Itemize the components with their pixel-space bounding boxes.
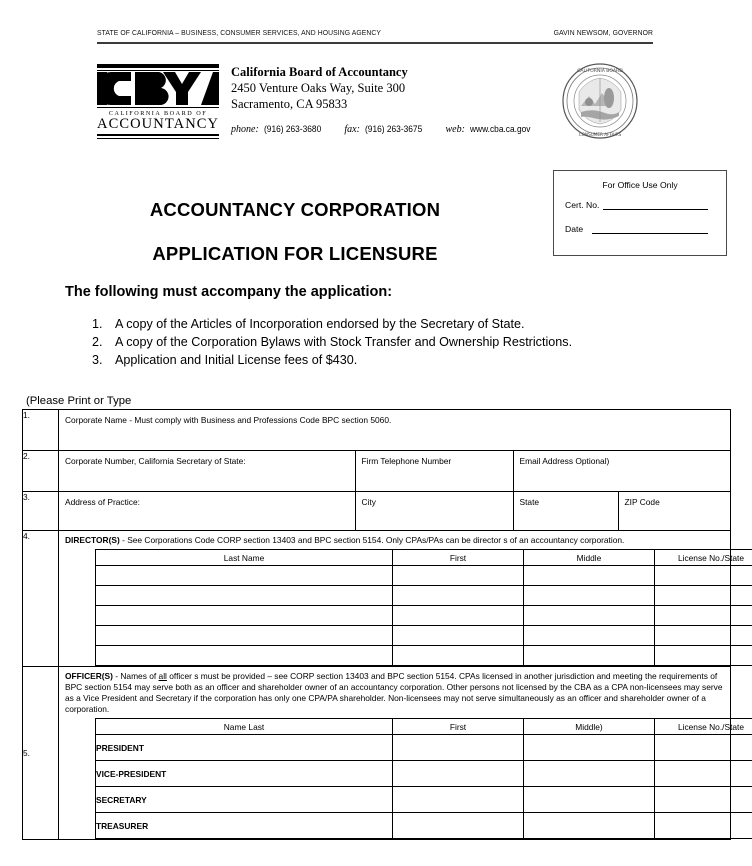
treasurer-license-input[interactable] (655, 813, 752, 839)
fax-label: fax: (344, 124, 360, 135)
zip-code-label: ZIP Code (624, 497, 660, 507)
directors-heading-text: - See Corporations Code CORP section 13403 and BPC section 5154. Only CPAs/PAs can be director s of an accountancy corporation. (119, 535, 625, 545)
vice-president-first-input[interactable] (393, 761, 524, 787)
row2-container (59, 451, 731, 492)
cert-no-label: Cert. No. (565, 200, 600, 210)
row3-container (59, 492, 731, 531)
director-license-input[interactable] (655, 586, 752, 606)
phone-label: phone: (231, 124, 259, 135)
director-last-name-input[interactable] (96, 586, 393, 606)
secretary-license-input[interactable] (655, 787, 752, 813)
treasurer-first-input[interactable] (393, 813, 524, 839)
document-title-line2: APPLICATION FOR LICENSURE (152, 243, 438, 264)
directors-heading (59, 531, 730, 549)
state-seal-icon (561, 62, 639, 140)
firm-telephone-label: Firm Telephone Number (361, 456, 452, 466)
directors-section (59, 531, 745, 667)
treasurer-middle-input[interactable] (524, 813, 655, 839)
address-of-practice-label: Address of Practice: (65, 497, 140, 507)
corporate-name-label: Corporate Name - Must comply with Business and Professions Code BPC section 5060. (65, 415, 392, 425)
officer-title-president: PRESIDENT (96, 735, 393, 761)
director-middle-input[interactable] (524, 646, 655, 666)
requirement-text: Application and Initial License fees of $430. (115, 352, 358, 367)
web-label: web: (445, 124, 465, 135)
svg-text:CALIFORNIA BOARD: CALIFORNIA BOARD (577, 69, 623, 74)
address-line-2: Sacramento, CA 95833 (231, 97, 348, 111)
logo-subtitle-small: CALIFORNIA BOARD OF (108, 110, 208, 117)
officers-col-name-last: Name Last (96, 719, 393, 735)
director-first-input[interactable] (393, 566, 524, 586)
row-number-3: 3. (23, 492, 59, 531)
director-middle-input[interactable] (524, 566, 655, 586)
requirement-number: 1. (92, 317, 103, 331)
director-first-input[interactable] (393, 586, 524, 606)
row-number-4: 4. (23, 531, 59, 667)
row-number-5: 5. (23, 667, 59, 840)
director-license-input[interactable] (655, 646, 752, 666)
officers-heading-part2: officer s must be provided – see CORP section 13403 and BPC section 5154. CPAs licensed in another jurisdiction and meeting the requirements of BPC section 5154 may serve both as an officer and shareholder owner of an accountancy corporation. Other persons not licensed by the CBA as a CPA non-licensees may serve as a Vice President and Secretary if the corporation has only one CPA/PA shareholder. Non-licensees may not serve simultaneously as an officer and shareholder owner of a corporation. (65, 671, 723, 715)
directors-col-license: License No./State (655, 550, 752, 566)
vice-president-middle-input[interactable] (524, 761, 655, 787)
logo-rule-top (97, 64, 219, 68)
accompany-heading: The following must accompany the application: (65, 284, 393, 300)
firm-telephone-cell[interactable] (355, 451, 513, 491)
governor-name: GAVIN NEWSOM, GOVERNOR (553, 28, 653, 37)
directors-col-last-name: Last Name (96, 550, 393, 566)
table-row (96, 626, 752, 646)
requirement-number: 2. (92, 334, 103, 349)
office-use-title: For Office Use Only (602, 180, 678, 190)
officers-table (95, 718, 752, 839)
email-address-label: Email Address Optional) (519, 456, 610, 466)
director-middle-input[interactable] (524, 586, 655, 606)
list-item (92, 316, 572, 334)
table-row (96, 566, 752, 586)
table-row (23, 531, 731, 667)
director-license-input[interactable] (655, 606, 752, 626)
table-row (96, 761, 752, 787)
directors-col-first: First (393, 550, 524, 566)
city-cell[interactable] (355, 492, 513, 530)
director-license-input[interactable] (655, 566, 752, 586)
state-cell[interactable] (513, 492, 618, 530)
president-first-input[interactable] (393, 735, 524, 761)
officers-section (59, 667, 745, 840)
table-row (96, 813, 752, 839)
corporate-number-label: Corporate Number, California Secretary of State: (65, 456, 246, 466)
table-row (96, 586, 752, 606)
director-last-name-input[interactable] (96, 646, 393, 666)
logo-subtitle-large: ACCOUNTANCY (97, 116, 220, 132)
directors-header-row (96, 550, 752, 566)
director-last-name-input[interactable] (96, 606, 393, 626)
secretary-middle-input[interactable] (524, 787, 655, 813)
web-value[interactable]: www.cba.ca.gov (469, 124, 531, 134)
table-row (23, 492, 731, 531)
date-input[interactable] (592, 224, 708, 234)
director-license-input[interactable] (655, 626, 752, 646)
date-label: Date (565, 224, 584, 234)
directors-col-middle: Middle (524, 550, 655, 566)
officers-heading (59, 667, 730, 718)
address-of-practice-cell[interactable] (59, 492, 355, 530)
director-last-name-input[interactable] (96, 566, 393, 586)
cba-logo (97, 64, 219, 139)
city-label: City (361, 497, 376, 507)
svg-text:CONSUMER AFFAIRS: CONSUMER AFFAIRS (578, 132, 622, 137)
logo-rule-bottom-thick (97, 134, 219, 136)
president-middle-input[interactable] (524, 735, 655, 761)
logo-rule-thin (97, 70, 219, 71)
officers-header-row (96, 719, 752, 735)
director-first-input[interactable] (393, 646, 524, 666)
officers-heading-part1: - Names of (112, 671, 159, 682)
list-item (92, 352, 572, 370)
phone-value: (916) 263-3680 (263, 124, 322, 134)
table-row (96, 787, 752, 813)
agency-name: STATE OF CALIFORNIA – BUSINESS, CONSUMER SERVICES, AND HOUSING AGENCY (97, 28, 382, 37)
cba-monogram-icon (97, 72, 219, 105)
officer-title-vice-president: VICE-PRESIDENT (96, 761, 393, 787)
agency-header (97, 28, 653, 37)
directors-heading-bold: DIRECTOR(S) (65, 535, 120, 545)
cert-no-input[interactable] (603, 200, 708, 210)
president-license-input[interactable] (655, 735, 752, 761)
row3-table (59, 492, 730, 530)
officers-col-middle: Middle) (524, 719, 655, 735)
state-label: State (519, 497, 540, 507)
fax-value: (916) 263-3675 (364, 124, 423, 134)
corporate-name-cell[interactable] (59, 410, 731, 451)
officer-title-secretary: SECRETARY (96, 787, 393, 813)
contact-line (231, 124, 531, 135)
corporate-number-cell[interactable] (59, 451, 355, 491)
row-number-1: 1. (23, 410, 59, 451)
row-number-2: 2. (23, 451, 59, 492)
officers-heading-bold: OFFICER(S) (65, 671, 113, 682)
directors-table (95, 549, 752, 666)
zip-code-cell[interactable] (618, 492, 730, 530)
requirement-text: A copy of the Corporation Bylaws with Stock Transfer and Ownership Restrictions. (115, 334, 573, 349)
secretary-first-input[interactable] (393, 787, 524, 813)
table-row (96, 606, 752, 626)
requirements-list (92, 316, 572, 370)
vice-president-license-input[interactable] (655, 761, 752, 787)
director-middle-input[interactable] (524, 606, 655, 626)
officers-col-first: First (393, 719, 524, 735)
requirement-number: 3. (92, 352, 103, 367)
organization-address (231, 64, 531, 135)
director-middle-input[interactable] (524, 626, 655, 646)
director-first-input[interactable] (393, 626, 524, 646)
address-line-1: 2450 Venture Oaks Way, Suite 300 (231, 81, 406, 95)
logo-rule-bottom-thin (97, 138, 219, 139)
table-row (96, 646, 752, 666)
logo-rule-mid (97, 107, 219, 108)
email-address-cell[interactable] (513, 451, 730, 491)
table-row (23, 451, 731, 492)
organization-name: California Board of Accountancy (231, 65, 408, 79)
table-row (96, 735, 752, 761)
director-first-input[interactable] (393, 606, 524, 626)
print-or-type-note: (Please Print or Type (26, 395, 132, 407)
officers-heading-underline: all (158, 671, 167, 682)
director-last-name-input[interactable] (96, 626, 393, 646)
date-row (554, 224, 726, 234)
document-title-line1: ACCOUNTANCY CORPORATION (149, 199, 441, 220)
officers-col-license: License No./State (655, 719, 752, 735)
header-divider (97, 42, 653, 44)
requirement-text: A copy of the Articles of Incorporation endorsed by the Secretary of State. (115, 317, 525, 331)
officer-title-treasurer: TREASURER (96, 813, 393, 839)
row2-table (59, 451, 730, 491)
table-row (23, 667, 731, 840)
table-row (23, 410, 731, 451)
list-item (92, 334, 572, 352)
application-form-table (22, 409, 745, 840)
